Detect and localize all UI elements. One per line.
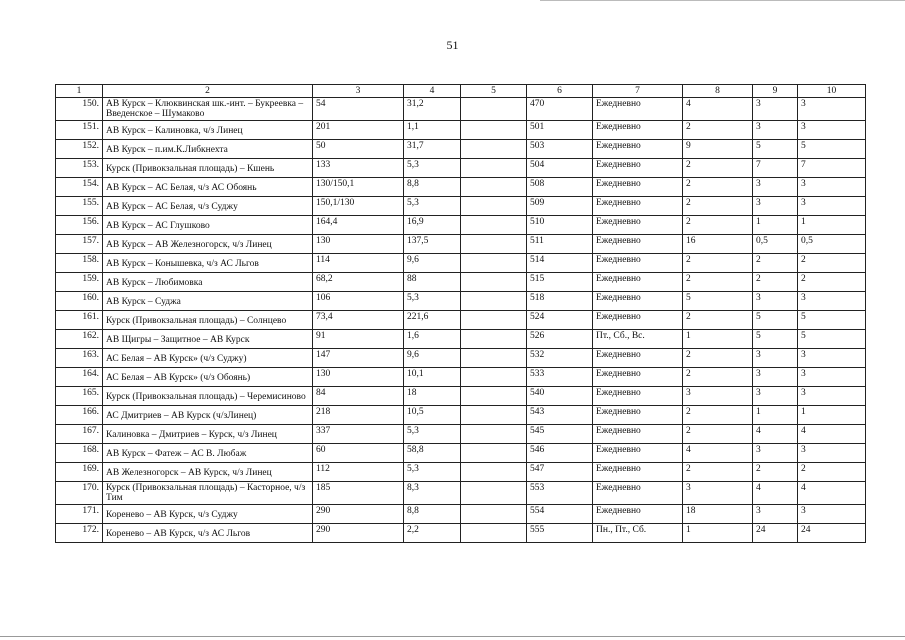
interval-cell-2: 3	[798, 178, 866, 197]
value-cell: 10,5	[404, 406, 461, 425]
table-row	[56, 254, 866, 273]
route-name-text: Курск (Привокзальная площадь) – Солнцево	[106, 316, 287, 326]
table-row	[56, 292, 866, 311]
route-name-cell	[103, 292, 313, 311]
route-name-text: АВ Курск – АС Глушково	[106, 221, 210, 231]
empty-cell	[461, 349, 527, 368]
route-name-text: АВ Железногорск – АВ Курск, ч/з Линец	[106, 468, 272, 478]
interval-cell: 3	[753, 444, 798, 463]
route-name-cell	[103, 311, 313, 330]
route-name-cell	[103, 216, 313, 235]
schedule-cell: Ежедневно	[593, 444, 683, 463]
route-name-text: АВ Щигры – Защитное – АВ Курск	[106, 335, 250, 345]
count-cell: 2	[683, 216, 753, 235]
scan-edge-bottom	[0, 636, 905, 639]
interval-cell: 3	[753, 349, 798, 368]
count-cell: 2	[683, 121, 753, 140]
interval-cell: 3	[753, 368, 798, 387]
row-number-cell: 152.	[56, 140, 103, 159]
row-number-cell: 156.	[56, 216, 103, 235]
distance-cell: 185	[313, 482, 404, 505]
route-name-cell	[103, 178, 313, 197]
route-code-cell: 543	[527, 406, 593, 425]
column-header: 4	[404, 85, 461, 98]
interval-cell-2: 5	[798, 140, 866, 159]
interval-cell: 3	[753, 98, 798, 121]
distance-cell: 164,4	[313, 216, 404, 235]
count-cell: 2	[683, 197, 753, 216]
schedule-cell: Ежедневно	[593, 463, 683, 482]
column-header: 7	[593, 85, 683, 98]
schedule-cell: Ежедневно	[593, 349, 683, 368]
interval-cell: 24	[753, 524, 798, 543]
count-cell: 2	[683, 311, 753, 330]
route-code-cell: 555	[527, 524, 593, 543]
interval-cell-2: 4	[798, 425, 866, 444]
route-name-text: Калиновка – Дмитриев – Курск, ч/з Линец	[106, 430, 277, 440]
distance-cell: 54	[313, 98, 404, 121]
schedule-cell: Ежедневно	[593, 159, 683, 178]
row-number-cell: 168.	[56, 444, 103, 463]
distance-cell: 133	[313, 159, 404, 178]
interval-cell-2: 1	[798, 406, 866, 425]
interval-cell: 7	[753, 159, 798, 178]
value-cell: 31,2	[404, 98, 461, 121]
route-code-cell: 508	[527, 178, 593, 197]
value-cell: 5,3	[404, 425, 461, 444]
interval-cell-2: 2	[798, 254, 866, 273]
table-row	[56, 444, 866, 463]
value-cell: 58,8	[404, 444, 461, 463]
empty-cell	[461, 482, 527, 505]
row-number-cell: 161.	[56, 311, 103, 330]
count-cell: 2	[683, 349, 753, 368]
column-header: 6	[527, 85, 593, 98]
schedule-cell: Ежедневно	[593, 178, 683, 197]
row-number-cell: 172.	[56, 524, 103, 543]
row-number-cell: 151.	[56, 121, 103, 140]
count-cell: 2	[683, 425, 753, 444]
route-code-cell: 511	[527, 235, 593, 254]
row-number-cell: 150.	[56, 98, 103, 121]
value-cell: 221,6	[404, 311, 461, 330]
value-cell: 88	[404, 273, 461, 292]
interval-cell-2: 3	[798, 292, 866, 311]
header-row	[56, 85, 866, 98]
value-cell: 5,3	[404, 292, 461, 311]
route-code-cell: 547	[527, 463, 593, 482]
table-row	[56, 197, 866, 216]
count-cell: 2	[683, 273, 753, 292]
route-name-cell	[103, 425, 313, 444]
distance-cell: 218	[313, 406, 404, 425]
empty-cell	[461, 178, 527, 197]
empty-cell	[461, 406, 527, 425]
route-name-cell	[103, 197, 313, 216]
interval-cell: 2	[753, 273, 798, 292]
table-row	[56, 121, 866, 140]
empty-cell	[461, 197, 527, 216]
route-code-cell: 510	[527, 216, 593, 235]
table-row	[56, 273, 866, 292]
value-cell: 16,9	[404, 216, 461, 235]
route-name-text: Коренево – АВ Курск, ч/з Суджу	[106, 510, 238, 520]
interval-cell: 1	[753, 216, 798, 235]
distance-cell: 130	[313, 368, 404, 387]
row-number-cell: 153.	[56, 159, 103, 178]
routes-table	[55, 84, 866, 543]
interval-cell: 3	[753, 197, 798, 216]
route-code-cell: 545	[527, 425, 593, 444]
schedule-cell: Ежедневно	[593, 505, 683, 524]
route-code-cell: 503	[527, 140, 593, 159]
route-name-text: АВ Курск – Клюквинская шк.-инт. – Букреевка – Введенское – Шумаково	[106, 99, 304, 119]
route-code-cell: 554	[527, 505, 593, 524]
count-cell: 4	[683, 98, 753, 121]
count-cell: 1	[683, 330, 753, 349]
count-cell: 2	[683, 159, 753, 178]
table-header	[56, 85, 866, 98]
schedule-cell: Ежедневно	[593, 216, 683, 235]
row-number-cell: 163.	[56, 349, 103, 368]
empty-cell	[461, 98, 527, 121]
interval-cell-2: 3	[798, 349, 866, 368]
interval-cell-2: 3	[798, 98, 866, 121]
route-code-cell: 515	[527, 273, 593, 292]
table-row	[56, 178, 866, 197]
table-row	[56, 140, 866, 159]
distance-cell: 201	[313, 121, 404, 140]
table-row	[56, 330, 866, 349]
route-code-cell: 540	[527, 387, 593, 406]
count-cell: 4	[683, 444, 753, 463]
empty-cell	[461, 292, 527, 311]
route-name-text: АВ Курск – п.им.К.Либкнехта	[106, 145, 228, 155]
table-row	[56, 425, 866, 444]
table-row	[56, 311, 866, 330]
count-cell: 1	[683, 524, 753, 543]
row-number-cell: 159.	[56, 273, 103, 292]
route-name-cell	[103, 273, 313, 292]
empty-cell	[461, 463, 527, 482]
route-name-text: АВ Курск – Фатеж – АС В. Любаж	[106, 449, 247, 459]
value-cell: 137,5	[404, 235, 461, 254]
empty-cell	[461, 505, 527, 524]
interval-cell-2: 4	[798, 482, 866, 505]
route-name-cell	[103, 463, 313, 482]
route-name-text: АС Дмитриев – АВ Курск (ч/зЛинец)	[106, 411, 257, 421]
distance-cell: 130/150,1	[313, 178, 404, 197]
count-cell: 18	[683, 505, 753, 524]
value-cell: 9,6	[404, 349, 461, 368]
schedule-cell: Ежедневно	[593, 292, 683, 311]
route-name-cell	[103, 505, 313, 524]
interval-cell: 1	[753, 406, 798, 425]
distance-cell: 290	[313, 524, 404, 543]
interval-cell-2: 24	[798, 524, 866, 543]
table-row	[56, 505, 866, 524]
value-cell: 8,8	[404, 178, 461, 197]
interval-cell-2: 5	[798, 311, 866, 330]
column-header: 2	[103, 85, 313, 98]
schedule-cell: Ежедневно	[593, 482, 683, 505]
interval-cell: 4	[753, 482, 798, 505]
distance-cell: 91	[313, 330, 404, 349]
value-cell: 2,2	[404, 524, 461, 543]
route-code-cell: 532	[527, 349, 593, 368]
route-name-text: АС Белая – АВ Курск» (ч/з Суджу)	[106, 354, 247, 364]
schedule-cell: Ежедневно	[593, 368, 683, 387]
schedule-cell: Ежедневно	[593, 235, 683, 254]
column-header: 9	[753, 85, 798, 98]
schedule-cell: Пн., Пт., Сб.	[593, 524, 683, 543]
distance-cell: 130	[313, 235, 404, 254]
route-name-cell	[103, 368, 313, 387]
interval-cell: 5	[753, 330, 798, 349]
interval-cell: 3	[753, 292, 798, 311]
empty-cell	[461, 254, 527, 273]
schedule-cell: Ежедневно	[593, 406, 683, 425]
route-name-text: АВ Курск – Конышевка, ч/з АС Льгов	[106, 259, 259, 269]
route-code-cell: 470	[527, 98, 593, 121]
count-cell: 2	[683, 406, 753, 425]
value-cell: 1,1	[404, 121, 461, 140]
distance-cell: 50	[313, 140, 404, 159]
interval-cell-2: 3	[798, 505, 866, 524]
route-name-text: Курск (Привокзальная площадь) – Кшень	[106, 164, 275, 174]
interval-cell-2: 7	[798, 159, 866, 178]
route-name-text: АВ Курск – АС Белая, ч/з АС Обоянь	[106, 183, 257, 193]
table-row	[56, 368, 866, 387]
route-name-text: АВ Курск – АВ Железногорск, ч/з Линец	[106, 240, 272, 250]
column-header: 5	[461, 85, 527, 98]
route-name-cell	[103, 406, 313, 425]
route-name-cell	[103, 140, 313, 159]
interval-cell: 2	[753, 254, 798, 273]
row-number-cell: 167.	[56, 425, 103, 444]
empty-cell	[461, 273, 527, 292]
schedule-cell: Ежедневно	[593, 311, 683, 330]
row-number-cell: 157.	[56, 235, 103, 254]
schedule-cell: Ежедневно	[593, 425, 683, 444]
row-number-cell: 169.	[56, 463, 103, 482]
value-cell: 8,3	[404, 482, 461, 505]
interval-cell-2: 1	[798, 216, 866, 235]
route-code-cell: 546	[527, 444, 593, 463]
empty-cell	[461, 368, 527, 387]
interval-cell: 3	[753, 121, 798, 140]
value-cell: 5,3	[404, 463, 461, 482]
column-header: 1	[56, 85, 103, 98]
route-code-cell: 504	[527, 159, 593, 178]
route-name-text: АВ Курск – Любимовка	[106, 278, 203, 288]
interval-cell-2: 3	[798, 444, 866, 463]
row-number-cell: 160.	[56, 292, 103, 311]
interval-cell: 3	[753, 505, 798, 524]
interval-cell: 5	[753, 140, 798, 159]
row-number-cell: 171.	[56, 505, 103, 524]
interval-cell: 2	[753, 463, 798, 482]
value-cell: 1,6	[404, 330, 461, 349]
value-cell: 18	[404, 387, 461, 406]
distance-cell: 290	[313, 505, 404, 524]
column-header: 10	[798, 85, 866, 98]
count-cell: 2	[683, 463, 753, 482]
value-cell: 8,8	[404, 505, 461, 524]
route-code-cell: 526	[527, 330, 593, 349]
count-cell: 3	[683, 482, 753, 505]
empty-cell	[461, 330, 527, 349]
schedule-cell: Ежедневно	[593, 254, 683, 273]
table-row	[56, 406, 866, 425]
row-number-cell: 170.	[56, 482, 103, 505]
interval-cell: 4	[753, 425, 798, 444]
interval-cell-2: 2	[798, 463, 866, 482]
route-name-text: АВ Курск – Калиновка, ч/з Линец	[106, 126, 243, 136]
route-name-cell	[103, 159, 313, 178]
route-name-cell	[103, 349, 313, 368]
route-name-cell	[103, 524, 313, 543]
route-code-cell: 514	[527, 254, 593, 273]
schedule-cell: Ежедневно	[593, 387, 683, 406]
route-name-text: Курск (Привокзальная площадь) – Черемисиново	[106, 392, 306, 402]
distance-cell: 106	[313, 292, 404, 311]
value-cell: 9,6	[404, 254, 461, 273]
count-cell: 16	[683, 235, 753, 254]
count-cell: 2	[683, 178, 753, 197]
table-row	[56, 349, 866, 368]
row-number-cell: 154.	[56, 178, 103, 197]
table-row	[56, 482, 866, 505]
schedule-cell: Ежедневно	[593, 197, 683, 216]
row-number-cell: 166.	[56, 406, 103, 425]
route-name-cell	[103, 235, 313, 254]
interval-cell-2: 2	[798, 273, 866, 292]
interval-cell-2: 5	[798, 330, 866, 349]
interval-cell-2: 3	[798, 197, 866, 216]
route-code-cell: 509	[527, 197, 593, 216]
distance-cell: 60	[313, 444, 404, 463]
table-row	[56, 387, 866, 406]
schedule-cell: Пт., Сб., Вс.	[593, 330, 683, 349]
count-cell: 2	[683, 254, 753, 273]
row-number-cell: 158.	[56, 254, 103, 273]
distance-cell: 150,1/130	[313, 197, 404, 216]
distance-cell: 112	[313, 463, 404, 482]
route-name-text: АВ Курск – Суджа	[106, 297, 181, 307]
row-number-cell: 165.	[56, 387, 103, 406]
empty-cell	[461, 235, 527, 254]
table-body	[56, 98, 866, 543]
schedule-cell: Ежедневно	[593, 121, 683, 140]
table-row	[56, 524, 866, 543]
column-header: 3	[313, 85, 404, 98]
empty-cell	[461, 444, 527, 463]
page-number: 51	[446, 38, 459, 52]
route-code-cell: 553	[527, 482, 593, 505]
route-code-cell: 518	[527, 292, 593, 311]
route-name-cell	[103, 387, 313, 406]
value-cell: 5,3	[404, 197, 461, 216]
distance-cell: 73,4	[313, 311, 404, 330]
route-name-text: Курск (Привокзальная площадь) – Касторное, ч/з Тим	[106, 483, 306, 503]
value-cell: 31,7	[404, 140, 461, 159]
interval-cell: 3	[753, 178, 798, 197]
interval-cell-2: 0,5	[798, 235, 866, 254]
empty-cell	[461, 311, 527, 330]
table-row	[56, 463, 866, 482]
value-cell: 10,1	[404, 368, 461, 387]
row-number-cell: 164.	[56, 368, 103, 387]
interval-cell-2: 3	[798, 368, 866, 387]
empty-cell	[461, 524, 527, 543]
route-name-text: АВ Курск – АС Белая, ч/з Суджу	[106, 202, 238, 212]
empty-cell	[461, 140, 527, 159]
empty-cell	[461, 425, 527, 444]
value-cell: 5,3	[404, 159, 461, 178]
route-name-text: Коренево – АВ Курск, ч/з АС Льгов	[106, 529, 251, 539]
table-row	[56, 98, 866, 121]
table-row	[56, 216, 866, 235]
route-name-text: АС Белая – АВ Курск» (ч/з Обоянь)	[106, 373, 251, 383]
distance-cell: 84	[313, 387, 404, 406]
empty-cell	[461, 159, 527, 178]
schedule-cell: Ежедневно	[593, 273, 683, 292]
schedule-cell: Ежедневно	[593, 140, 683, 159]
table-row	[56, 159, 866, 178]
empty-cell	[461, 216, 527, 235]
distance-cell: 337	[313, 425, 404, 444]
interval-cell: 5	[753, 311, 798, 330]
schedule-cell: Ежедневно	[593, 98, 683, 121]
scan-edge-top	[540, 0, 905, 3]
route-code-cell: 533	[527, 368, 593, 387]
distance-cell: 147	[313, 349, 404, 368]
route-code-cell: 501	[527, 121, 593, 140]
column-header: 8	[683, 85, 753, 98]
distance-cell: 68,2	[313, 273, 404, 292]
route-name-cell	[103, 98, 313, 121]
row-number-cell: 155.	[56, 197, 103, 216]
route-name-cell	[103, 330, 313, 349]
count-cell: 9	[683, 140, 753, 159]
route-name-cell	[103, 444, 313, 463]
row-number-cell: 162.	[56, 330, 103, 349]
distance-cell: 114	[313, 254, 404, 273]
interval-cell: 3	[753, 387, 798, 406]
route-name-cell	[103, 482, 313, 505]
interval-cell-2: 3	[798, 387, 866, 406]
count-cell: 2	[683, 368, 753, 387]
route-name-cell	[103, 121, 313, 140]
route-name-cell	[103, 254, 313, 273]
empty-cell	[461, 121, 527, 140]
table-row	[56, 235, 866, 254]
empty-cell	[461, 387, 527, 406]
count-cell: 5	[683, 292, 753, 311]
interval-cell: 0,5	[753, 235, 798, 254]
route-code-cell: 524	[527, 311, 593, 330]
count-cell: 3	[683, 387, 753, 406]
interval-cell-2: 3	[798, 121, 866, 140]
